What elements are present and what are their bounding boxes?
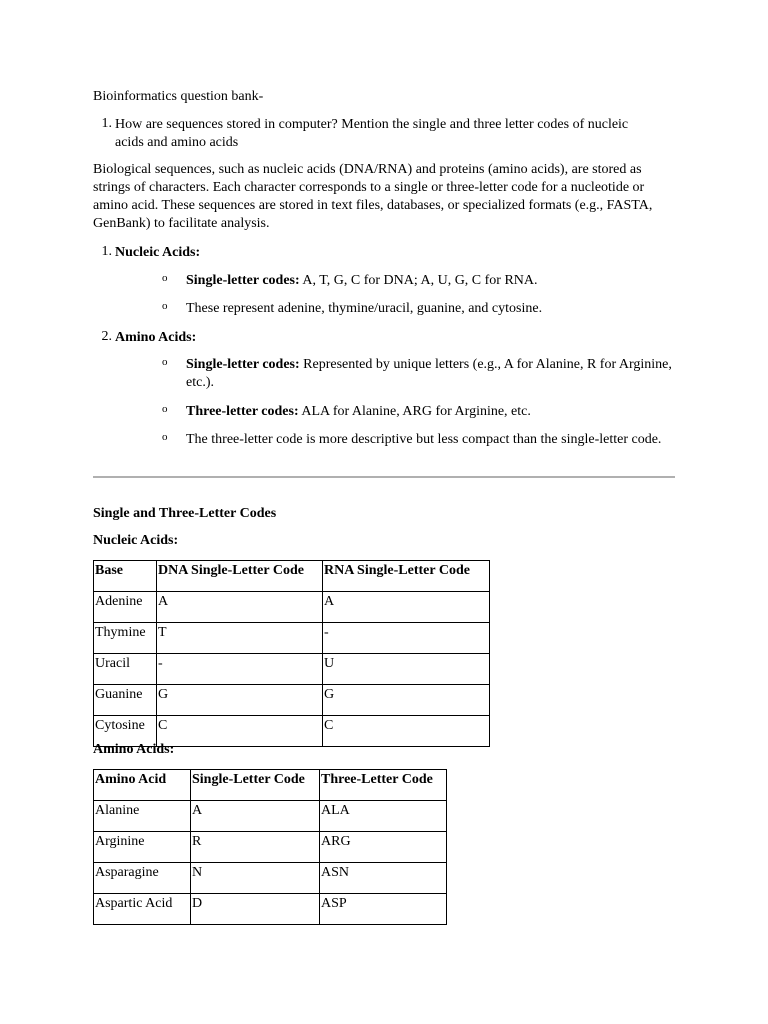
table-cell: Cytosine [94,716,157,747]
bullet-bold: Three-letter codes: [186,404,299,419]
table-cell: Aspartic Acid [94,894,191,925]
intro-paragraph: Biological sequences, such as nucleic acids (DNA/RNA) and proteins (amino acids), are stored as strings of characters. Each character corresponds to a single or three-letter code for a nucleotide or amino acid. These sequences are stored in text files, databases, or specialized formats (e.g., FASTA, GenBank) to facilitate analysis. [93,162,653,231]
table-cell: Guanine [94,685,157,716]
table-row [94,654,490,685]
table-cell: A [157,592,323,623]
bullet-item [162,356,675,392]
table-cell: A [191,801,320,832]
bullet-icon: o [162,403,168,415]
table-header-cell: RNA Single-Letter Code [323,561,490,592]
list-heading: Amino Acids: [115,330,197,345]
bullet-icon: o [162,356,168,368]
table-row [94,801,447,832]
list-item-amino-acids [101,329,675,347]
table-cell: ASP [320,894,447,925]
table-cell: - [157,654,323,685]
table-cell: N [191,863,320,894]
table-header-cell: Base [94,561,157,592]
amino-acids-heading: Amino Acids: [93,742,175,757]
bullet-text: A, T, G, C for DNA; A, U, G, C for RNA. [299,273,538,288]
bullet-bold: Single-letter codes: [186,273,300,288]
bullet-bold: Single-letter codes: [186,357,300,372]
document-title: Bioinformatics question bank- [93,89,264,104]
table-cell: D [191,894,320,925]
list-number: 1. [101,244,112,259]
table-cell: R [191,832,320,863]
bullet-item [162,403,675,421]
question-item [101,116,675,152]
amino-acids-table [93,769,447,925]
table-row [94,832,447,863]
table-cell: - [323,623,490,654]
table-cell: T [157,623,323,654]
table-row [94,623,490,654]
table-cell: ARG [320,832,447,863]
bullet-icon: o [162,431,168,443]
table-header-cell: Single-Letter Code [191,770,320,801]
bullet-text: These represent adenine, thymine/uracil, guanine, and cytosine. [186,301,543,316]
table-row [94,894,447,925]
list-number: 2. [101,329,112,344]
table-cell: Thymine [94,623,157,654]
table-cell: G [323,685,490,716]
bullet-item [162,431,675,449]
table-header-row [94,770,447,801]
table-cell: Uracil [94,654,157,685]
list-item-nucleic-acids [101,244,675,262]
horizontal-rule [93,476,675,478]
section-title: Single and Three-Letter Codes [93,506,277,521]
nucleic-acids-table [93,560,490,747]
bullet-item [162,272,675,290]
table-cell: A [323,592,490,623]
table-header-row [94,561,490,592]
table-cell: C [157,716,323,747]
question-number: 1. [101,116,112,131]
nucleic-acids-heading: Nucleic Acids: [93,533,179,548]
table-header-cell: DNA Single-Letter Code [157,561,323,592]
table-row [94,685,490,716]
table-cell: Adenine [94,592,157,623]
bullet-text: The three-letter code is more descriptive but less compact than the single-letter code. [186,432,662,447]
bullet-icon: o [162,300,168,312]
table-cell: G [157,685,323,716]
bullet-icon: o [162,272,168,284]
bullet-text: ALA for Alanine, ARG for Arginine, etc. [298,404,531,419]
table-row [94,863,447,894]
list-heading: Nucleic Acids: [115,245,201,260]
table-cell: Asparagine [94,863,191,894]
table-row [94,592,490,623]
table-cell: Alanine [94,801,191,832]
bullet-text: Represented by unique letters (e.g., A for Alanine, R for Arginine, etc.). [186,357,672,390]
bullet-item [162,300,675,318]
table-cell: C [323,716,490,747]
table-cell: ASN [320,863,447,894]
question-text: How are sequences stored in computer? Mention the single and three letter codes of nucleic acids and amino acids [115,117,629,150]
table-header-cell: Amino Acid [94,770,191,801]
table-cell: U [323,654,490,685]
table-cell: ALA [320,801,447,832]
table-header-cell: Three-Letter Code [320,770,447,801]
table-cell: Arginine [94,832,191,863]
